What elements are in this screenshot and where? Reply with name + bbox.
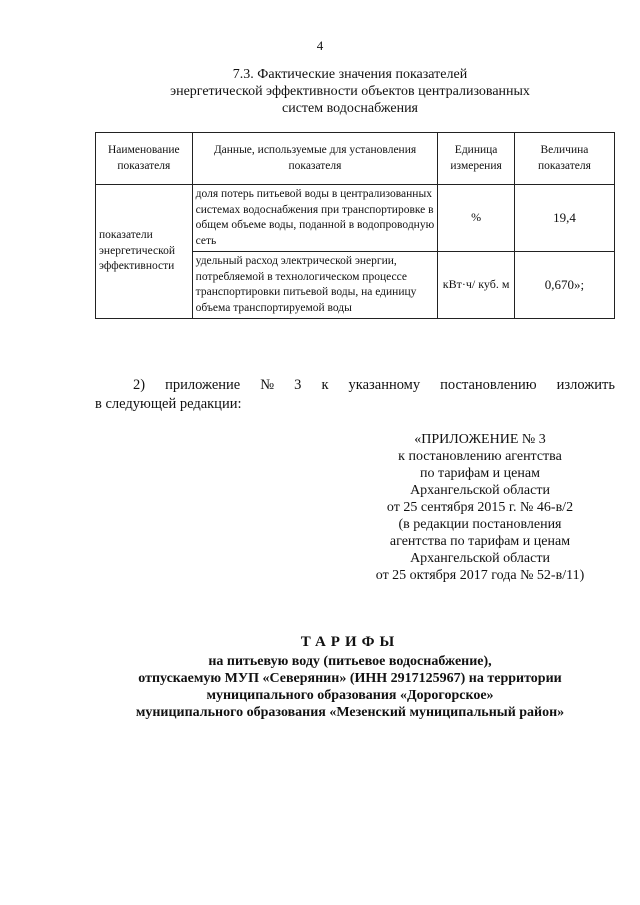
page-number: 4 [316,38,324,53]
header-data: Данные, используемые для установления показателя [192,133,438,185]
tariffs-title-block [80,634,620,721]
amendment-paragraph [95,376,615,414]
appendix-line: (в редакции постановления [398,517,562,532]
appendix-line: агентства по тарифам и ценам [389,534,571,549]
paragraph-word: постановлению [440,377,537,393]
paragraph-word: указанному [348,377,421,393]
row-unit: кВт·ч/ куб. м [438,252,515,319]
paragraph-word: изложить [556,377,615,393]
appendix-line: Архангельской области [410,483,550,498]
indicators-table [95,132,615,319]
appendix-block [340,431,620,584]
section-title-line: 7.3. Фактические значения показателей [232,67,468,82]
header-name: Наименование показателя [96,133,193,185]
paragraph-word: 2) [133,377,146,393]
row-value: 0,670»; [514,252,614,319]
tariffs-heading: ТАРИФЫ [300,634,400,650]
header-unit: Единица измерения [438,133,515,185]
paragraph-line: в следующей редакции: [95,396,242,412]
indicator-group-name: показатели энергетической эффективности [96,185,193,319]
tariffs-line: муниципального образования «Дорогорское» [206,688,494,703]
tariffs-line: муниципального образования «Мезенский муниципальный район» [135,705,565,720]
paragraph-word: приложение [165,377,241,393]
paragraph-line [95,376,615,395]
paragraph-word: к [321,377,329,393]
tariffs-line: отпускаемую МУП «Северянин» (ИНН 2917125967) на территории [138,671,562,686]
row-data: доля потерь питьевой воды в централизованных системах водоснабжения при транспортировке в общем объеме воды, поданной в водопроводную сеть [192,185,438,252]
paragraph-word: 3 [294,377,302,393]
table-header-row [96,133,615,185]
appendix-line: Архангельской области [410,551,550,566]
paragraph-word: № [260,377,275,393]
row-value: 19,4 [514,185,614,252]
appendix-line: к постановлению агентства [398,449,562,464]
section-title-line: энергетической эффективности объектов централизованных [170,84,530,99]
appendix-line: от 25 сентября 2015 г. № 46-в/2 [386,500,574,515]
table-row [96,185,615,252]
appendix-line: «ПРИЛОЖЕНИЕ № 3 [414,432,546,447]
header-value: Величина показателя [514,133,614,185]
appendix-line: от 25 октября 2017 года № 52-в/11) [375,568,585,583]
section-title-line: систем водоснабжения [281,101,418,116]
section-title [100,66,600,117]
row-unit: % [438,185,515,252]
tariffs-line: на питьевую воду (питьевое водоснабжение), [208,654,492,669]
appendix-line: по тарифам и ценам [420,466,540,481]
row-data: удельный расход электрической энергии, потребляемой в технологическом процессе транспортировки питьевой воды, на единицу объема транспортируемой воды [192,252,438,319]
